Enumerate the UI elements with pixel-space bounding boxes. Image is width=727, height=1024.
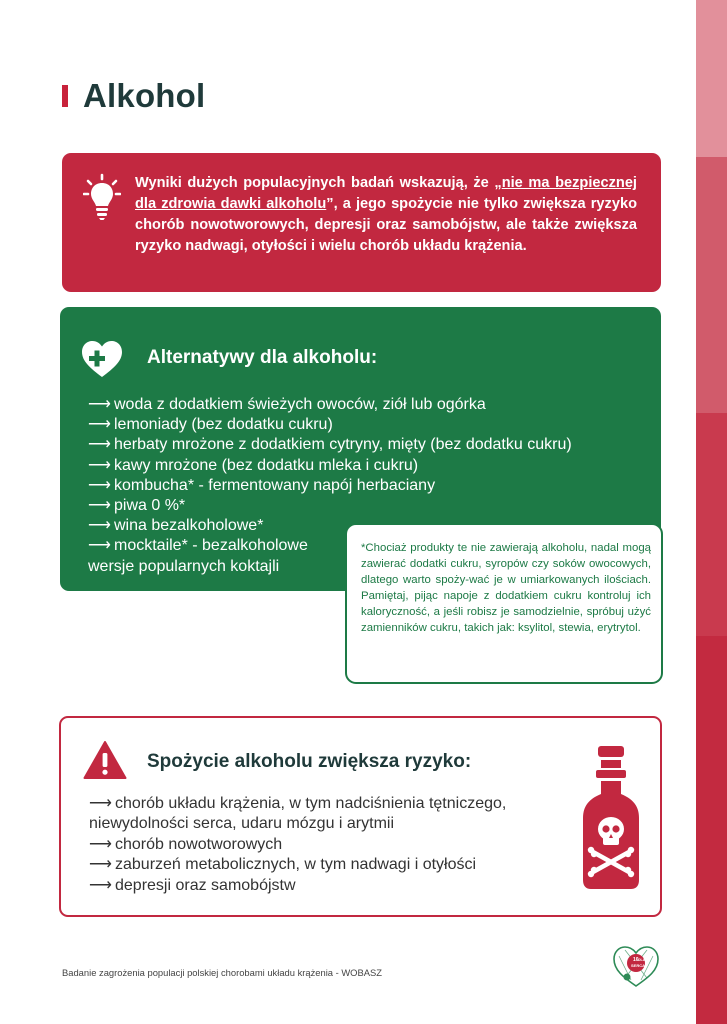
footer-text: Badanie zagrożenia populacji polskiej chorobami układu krążenia - WOBASZ: [62, 967, 382, 978]
arrow-icon: ⟶: [89, 876, 112, 894]
logo-text-dla: DLA: [638, 958, 646, 962]
side-band-light: [696, 0, 727, 157]
side-band-darkest: [696, 636, 727, 1024]
title-accent-bar: [62, 85, 68, 107]
risk-title: Spożycie alkoholu zwiększa ryzyko:: [147, 751, 472, 772]
list-item: ⟶ kawy mrożone (bez dodatku mleka i cukru): [88, 456, 572, 476]
arrow-icon: ⟶: [89, 856, 112, 874]
warning-icon: [83, 740, 127, 780]
alternatives-title: Alternatywy dla alkoholu:: [147, 347, 378, 368]
footnote-text: *Chociaż produkty te nie zawierają alkoholu, nadal mogą zawierać dodatki cukru, syropów czy soków owocowych, dlatego warto spoży-wać je w umiarkowanych ilościach. Pamiętaj, pijąc napoje z dodatkiem cukru kontroluj ich kaloryczność, a jeśli robisz je samodzielnie, spróbuj użyć zamienników cukru, takich jak: ksylitol, stewia, erytrytol.: [361, 542, 651, 635]
list-item: ⟶ depresji oraz samobójstw: [89, 876, 559, 896]
footnote-box: [345, 523, 663, 684]
side-band-dark: [696, 413, 727, 636]
arrow-icon: ⟶: [88, 456, 111, 474]
info-box: [62, 153, 661, 292]
list-item-continuation: wersje popularnych koktajli: [88, 557, 280, 575]
heart-logo-icon: [611, 944, 661, 988]
info-text: Wyniki dużych populacyjnych badań wskazują, że „nie ma bezpiecznej dla zdrowia dawki alkoholu”, a jego spożycie nie tylko zwiększa ryzyko chorób nowotworowych, depresji oraz samobójstw, ale także zwiększa ryzyko nadwagi, otyłości i wielu chorób układu krążenia.: [135, 175, 637, 254]
list-item: ⟶ chorób nowotworowych: [89, 835, 559, 855]
list-item: ⟶ woda z dodatkiem świeżych owoców, ziół lub ogórka: [88, 395, 572, 415]
arrow-icon: ⟶: [88, 497, 111, 515]
lightbulb-icon: [83, 173, 121, 221]
arrow-icon: ⟶: [88, 396, 111, 413]
risk-list: [89, 794, 559, 896]
list-item: ⟶ chorób układu krążenia, w tym nadciśnienia tętniczego,: [89, 794, 559, 814]
list-item: ⟶ kombucha* - fermentowany napój herbaciany: [88, 476, 572, 496]
arrow-icon: ⟶: [88, 416, 111, 434]
list-item: ⟶ herbaty mrożone z dodatkiem cytryny, mięty (bez dodatku cukru): [88, 435, 572, 455]
info-highlight: nie ma bezpiecznej dla zdrowia dawki alkoholu: [135, 175, 637, 212]
arrow-icon: ⟶: [89, 835, 112, 853]
list-item: ⟶ wina bezalkoholowe*: [88, 516, 572, 536]
arrow-icon: ⟶: [88, 476, 111, 494]
logo-text-number: 16: [633, 957, 639, 963]
list-item: ⟶ mocktaile* - bezalkoholowe: [88, 536, 572, 556]
page-title: Alkohol: [83, 77, 206, 114]
list-item-continuation: niewydolności serca, udaru mózgu i arytmii: [89, 815, 395, 833]
arrow-icon: ⟶: [89, 795, 112, 812]
list-item: ⟶ zaburzeń metabolicznych, w tym nadwagi i otyłości: [89, 855, 559, 875]
list-item: ⟶ lemoniady (bez dodatku cukru): [88, 415, 572, 435]
arrow-icon: ⟶: [88, 537, 111, 555]
arrow-icon: ⟶: [88, 517, 111, 535]
heart-plus-icon: [80, 339, 124, 379]
side-band-medium: [696, 157, 727, 413]
logo-text-serca: SERCA: [631, 963, 646, 968]
list-item: ⟶ piwa 0 %*: [88, 496, 572, 516]
poison-bottle-icon: [581, 744, 641, 892]
arrow-icon: ⟶: [88, 436, 111, 454]
risk-box: [59, 716, 662, 917]
